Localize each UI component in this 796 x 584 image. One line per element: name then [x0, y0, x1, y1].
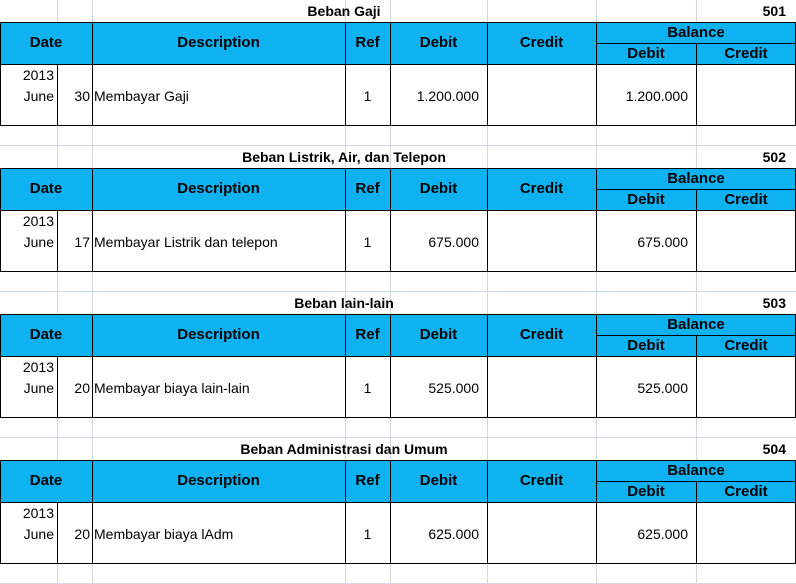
grid-line [596, 271, 597, 292]
table-border [487, 314, 488, 417]
entry-balance-debit: 675.000 [637, 234, 688, 250]
grid-line [390, 417, 391, 438]
grid-line [596, 563, 597, 584]
grid-line [696, 125, 697, 146]
grid-line [92, 417, 93, 438]
account-title: Beban Gaji [307, 3, 381, 19]
grid-line [596, 125, 597, 146]
account-number: 503 [762, 295, 786, 311]
header-description: Description [92, 460, 345, 502]
header-balance: Balance [596, 460, 796, 481]
table-border [345, 22, 346, 125]
header-description: Description [92, 314, 345, 356]
entry-description: Membayar biaya lAdm [94, 526, 234, 542]
entry-year: 2013 [22, 505, 54, 521]
table-border [696, 481, 697, 563]
table-border [57, 64, 58, 125]
grid-line [57, 0, 58, 22]
table-border [0, 168, 1, 271]
table-border [487, 22, 488, 125]
entry-month: June [23, 234, 54, 250]
entry-debit: 625.000 [428, 526, 479, 542]
table-border [0, 563, 796, 564]
entry-credit [487, 88, 588, 106]
table-border [92, 460, 93, 563]
entry-balance-credit [696, 526, 788, 544]
grid-line [57, 563, 58, 584]
header-ref: Ref [345, 168, 390, 210]
grid-line [390, 271, 391, 292]
table-border [0, 64, 796, 65]
grid-line [57, 417, 58, 438]
table-border [487, 168, 488, 271]
entry-balance-credit [696, 88, 788, 106]
table-border [345, 460, 346, 563]
entry-ref: 1 [363, 526, 372, 542]
account-title: Beban Listrik, Air, dan Telepon [242, 149, 446, 165]
entry-credit [487, 380, 588, 398]
header-credit: Credit [487, 168, 596, 210]
table-border [92, 314, 93, 417]
table-border [596, 168, 597, 271]
entry-debit: 675.000 [428, 234, 479, 250]
table-border [0, 168, 796, 169]
entry-year: 2013 [22, 359, 54, 375]
entry-ref: 1 [363, 380, 372, 396]
entry-description: Membayar biaya lain-lain [94, 380, 250, 396]
table-border [345, 314, 346, 417]
table-border [0, 22, 1, 125]
entry-year: 2013 [22, 67, 54, 83]
header-description: Description [92, 22, 345, 64]
grid-line [57, 146, 58, 168]
grid-line [390, 125, 391, 146]
grid-line [390, 563, 391, 584]
header-debit: Debit [390, 22, 487, 64]
table-border [0, 22, 796, 23]
header-date: Date [0, 22, 92, 64]
header-debit: Debit [390, 460, 487, 502]
grid-line [0, 437, 796, 438]
table-border [390, 460, 391, 563]
table-border [57, 502, 58, 563]
header-credit: Credit [487, 314, 596, 356]
account-number: 504 [762, 441, 786, 457]
table-border [92, 22, 93, 125]
header-balance-debit: Debit [596, 43, 696, 64]
grid-line [92, 271, 93, 292]
grid-line [92, 563, 93, 584]
header-balance-credit: Credit [696, 481, 796, 502]
table-border [696, 189, 697, 271]
header-date: Date [0, 314, 92, 356]
grid-line [696, 563, 697, 584]
grid-line [57, 125, 58, 146]
grid-line [0, 291, 796, 292]
grid-line [345, 417, 346, 438]
grid-line [57, 292, 58, 314]
table-border [0, 210, 796, 211]
entry-balance-debit: 625.000 [637, 526, 688, 542]
grid-line [57, 271, 58, 292]
entry-month: June [23, 380, 54, 396]
table-border [0, 356, 796, 357]
header-ref: Ref [345, 314, 390, 356]
grid-line [487, 125, 488, 146]
table-border [0, 502, 796, 503]
header-balance-credit: Credit [696, 335, 796, 356]
entry-month: June [23, 526, 54, 542]
entry-debit: 525.000 [428, 380, 479, 396]
entry-balance-credit [696, 234, 788, 252]
header-ref: Ref [345, 22, 390, 64]
header-balance: Balance [596, 168, 796, 189]
account-title: Beban lain-lain [294, 295, 394, 311]
entry-description: Membayar Gaji [94, 88, 189, 104]
table-border [0, 271, 796, 272]
account-title: Beban Administrasi dan Umum [240, 441, 448, 457]
grid-line [487, 271, 488, 292]
entry-day: 20 [74, 526, 90, 542]
grid-line [345, 563, 346, 584]
table-border [345, 168, 346, 271]
entry-month: June [23, 88, 54, 104]
grid-line [0, 145, 796, 146]
table-border [57, 356, 58, 417]
entry-year: 2013 [22, 213, 54, 229]
account-number: 502 [762, 149, 786, 165]
entry-credit [487, 234, 588, 252]
table-border [596, 314, 597, 417]
table-border [596, 22, 597, 125]
table-border [0, 460, 1, 563]
entry-credit [487, 526, 588, 544]
entry-ref: 1 [363, 88, 372, 104]
header-balance: Balance [596, 314, 796, 335]
entry-ref: 1 [363, 234, 372, 250]
header-debit: Debit [390, 314, 487, 356]
header-balance-credit: Credit [696, 43, 796, 64]
table-border [92, 168, 93, 271]
table-border [0, 460, 796, 461]
table-border [390, 314, 391, 417]
table-border [0, 125, 796, 126]
table-border [390, 22, 391, 125]
header-credit: Credit [487, 460, 596, 502]
table-border [596, 460, 597, 563]
entry-balance-debit: 525.000 [637, 380, 688, 396]
grid-line [696, 417, 697, 438]
entry-balance-debit: 1.200.000 [625, 88, 688, 104]
header-debit: Debit [390, 168, 487, 210]
header-balance-debit: Debit [596, 335, 696, 356]
header-balance: Balance [596, 22, 796, 43]
header-description: Description [92, 168, 345, 210]
header-date: Date [0, 460, 92, 502]
header-balance-credit: Credit [696, 189, 796, 210]
table-border [57, 210, 58, 271]
header-ref: Ref [345, 460, 390, 502]
entry-description: Membayar Listrik dan telepon [94, 234, 278, 250]
account-number: 501 [762, 3, 786, 19]
grid-line [487, 563, 488, 584]
table-border [696, 43, 697, 125]
table-border [0, 314, 1, 417]
table-border [390, 168, 391, 271]
grid-line [345, 271, 346, 292]
header-credit: Credit [487, 22, 596, 64]
entry-balance-credit [696, 380, 788, 398]
entry-day: 20 [74, 380, 90, 396]
grid-line [487, 417, 488, 438]
table-border [487, 460, 488, 563]
grid-line [596, 417, 597, 438]
grid-line [57, 438, 58, 460]
table-border [0, 314, 796, 315]
grid-line [696, 271, 697, 292]
grid-line [345, 125, 346, 146]
header-balance-debit: Debit [596, 481, 696, 502]
header-date: Date [0, 168, 92, 210]
table-border [0, 417, 796, 418]
entry-day: 17 [74, 234, 90, 250]
table-border [696, 335, 697, 417]
grid-line [92, 125, 93, 146]
entry-debit: 1.200.000 [416, 88, 479, 104]
header-balance-debit: Debit [596, 189, 696, 210]
entry-day: 30 [74, 88, 90, 104]
